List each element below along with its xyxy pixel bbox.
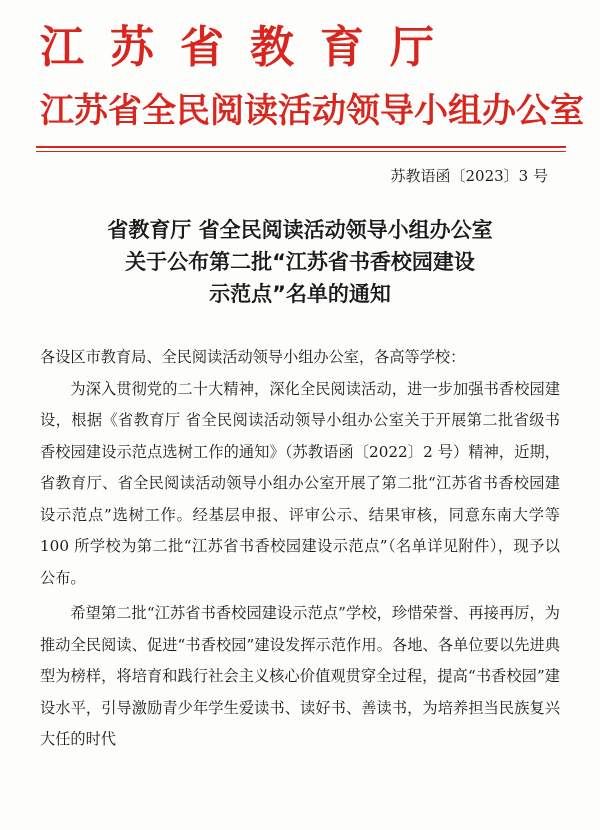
document-number: 苏教语函〔2023〕3 号 (390, 167, 548, 185)
title-line-2: 关于公布第二批“江苏省书香校园建设 (125, 250, 475, 274)
header-red-rule-thin (36, 151, 566, 152)
header-red-rule (36, 146, 566, 148)
issuing-org-primary: 江苏省教育厅 (40, 22, 460, 73)
body-paragraph-2: 希望第二批“江苏省书香校园建设示范点”学校，珍惜荣誉、再接再厉，为推动全民阅读、促进“书香校园”建设发挥示范作用。各地、各单位要以先进典型为榜样，将培育和践行社会主义核心价值观贯穿全过程，提高“书香校园”建设水平，引导激励青少年学生爱读书、读好书、善读书，为培养担当民族复兴大任的时代 (40, 604, 560, 748)
document-body (40, 342, 560, 756)
title-line-1: 省教育厅 省全民阅读活动领导小组办公室 (107, 218, 493, 242)
salutation: 各设区市教育局、全民阅读活动领导小组办公室，各高等学校： (40, 348, 466, 366)
document-title (40, 214, 560, 310)
title-line-3: 示范点”名单的通知 (209, 282, 391, 306)
issuing-org-secondary: 江苏省全民阅读活动领导小组办公室 (40, 91, 584, 131)
body-paragraph-1: 为深入贯彻党的二十大精神，深化全民阅读活动，进一步加强书香校园建设，根据《省教育厅 省全民阅读活动领导小组办公室关于开展第二批省级书香校园建设示范点选树工作的通知》（苏教语函〔2022〕2 号）精神，近期，省教育厅、省全民阅读活动领导小组办公室开展了第二批“江苏省书香校园建设示范点”选树工作。经基层申报、评审公示、结果审核，同意东南大学等 100 所学校为第二批“江苏省书香校园建设示范点”（名单详见附件），现予以公布。 (40, 379, 560, 587)
